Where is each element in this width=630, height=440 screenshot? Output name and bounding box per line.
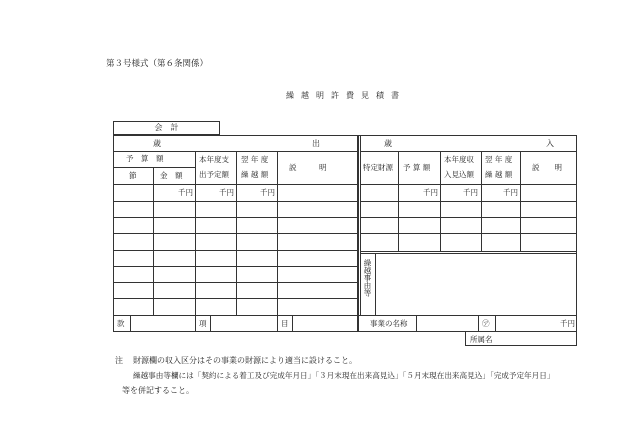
rev-honendo-2: 入見込額 [444, 170, 474, 179]
form-number: 第３号様式（第６条関係） [106, 59, 209, 69]
exp-kingaku: 金 額 [160, 171, 183, 180]
shozoku-label: 所属名 [470, 335, 493, 344]
double-divider [360, 135, 361, 315]
rev-honendo-1: 本年度収 [444, 155, 474, 164]
exp-yokunendo-2: 繰 越 額 [241, 170, 269, 179]
footer-unit: 千円 [560, 319, 575, 328]
kaikei-label: 会 計 [154, 122, 179, 132]
rev-sai: 歳 [384, 139, 392, 148]
footer-jigyo-meisho: 事業の名称 [370, 319, 408, 328]
notes-line3: 等を併記すること。 [122, 386, 194, 395]
exp-yokunendo-1: 翌 年 度 [241, 155, 269, 164]
footer-kou: 項 [199, 319, 207, 328]
exp-setsu: 節 [129, 171, 137, 180]
kaikei-cell [113, 121, 220, 135]
notes-line2: 繰越事由等欄には「契約による着工及び完成年月日」「３月末現在出来高見込」「５月末現在出来高見込」「完成予定年月日」 [133, 371, 555, 380]
exp-yosan-gaku: 予 算 額 [126, 154, 164, 163]
rev-unit-2: 千円 [463, 188, 478, 197]
exp-unit-2: 千円 [219, 188, 234, 197]
footer-moku: 目 [281, 319, 289, 328]
notes-line1: 財源欄の収入区分はその事業の財源により適当に設けること。 [133, 356, 357, 365]
exp-unit-1: 千円 [178, 188, 193, 197]
exp-honendo-1: 本年度支 [199, 155, 229, 164]
rev-unit-1: 千円 [423, 188, 438, 197]
page-title: 繰越明許費見積書 [286, 91, 406, 100]
rev-yosan-gaku: 予 算 額 [403, 163, 431, 172]
exp-sai: 歳 [153, 139, 161, 148]
rev-unit-3: 千円 [503, 188, 518, 197]
rev-nyu: 入 [546, 139, 554, 148]
rev-tokutei-zaigen: 特定財源 [363, 163, 393, 172]
footer-kan: 款 [117, 319, 125, 328]
exp-shutsu: 出 [312, 139, 320, 148]
notes-prefix: 注 [115, 356, 123, 365]
exp-setsumei: 説 明 [289, 163, 327, 172]
kurikoshi-jiyu-label: 繰越事由等 [363, 259, 372, 297]
exp-unit-3: 千円 [260, 188, 275, 197]
footer-circle-mark: ㋐ [482, 319, 490, 328]
rev-setsumei: 説 明 [532, 163, 562, 172]
rev-yokunendo-2: 繰 越 額 [485, 170, 513, 179]
rev-yokunendo-1: 翌 年 度 [485, 155, 513, 164]
exp-honendo-2: 出予定額 [199, 170, 229, 179]
